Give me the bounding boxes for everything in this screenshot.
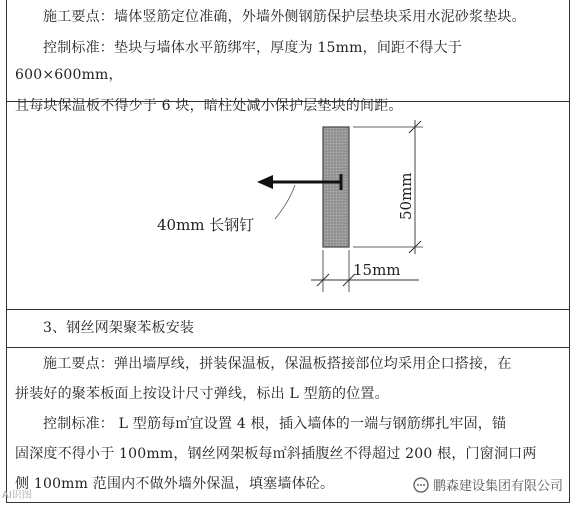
diagram-cell	[7, 101, 569, 309]
construction-line-1: 施工要点：弹出墙厚线，拼装保温板，保温板搭接部位均采用企口搭接，在	[43, 356, 512, 372]
section-heading-row	[7, 309, 569, 347]
nail-arrowhead	[257, 175, 273, 189]
watermark-text: 鹏森建设集团有限公司	[432, 479, 563, 494]
document-table	[6, 0, 570, 503]
section-installation-spacer	[7, 0, 569, 114]
nail-length-label: 40mm 长钢钉	[157, 216, 255, 234]
section-heading: 3、钢丝网架聚苯板安装	[43, 320, 195, 336]
corner-watermark: AI识图	[2, 490, 32, 501]
control-line-2: 固深度不得小于 100mm，钢丝网架板每㎡斜插腹丝不得超过 200 根，门窗洞口两	[15, 446, 537, 462]
company-watermark	[409, 474, 567, 495]
width-label: 15mm	[353, 261, 401, 279]
height-label: 50mm	[397, 172, 415, 220]
control-line-3: 侧 100mm 范围内不做外墙外保温，填塞墙体砼。	[15, 476, 335, 492]
construction-points-text: 施工要点：墙体竖筋定位准确，外墙外侧钢筋保护层垫块采用水泥砂浆垫块。	[43, 9, 526, 25]
control-line-1: 控制标准： L 型筋每㎡宜设置 4 根，插入墙体的一端与钢筋绑扎牢固，锚	[43, 416, 507, 432]
construction-line-2: 拼装好的聚苯板面上按设计尺寸弹线，标出 L 型筋的位置。	[15, 386, 389, 402]
control-standard-line-2: 且每块保温板不得少于 6 块，暗柱处减小保护层垫块的间距。	[15, 98, 403, 114]
insulation-board-block	[323, 127, 349, 247]
chat-bubble-icon	[413, 477, 429, 493]
leader-line	[275, 185, 295, 219]
spacer-nail-diagram	[7, 102, 571, 310]
control-standard-line-1: 控制标准：垫块与墙体水平筋绑牢，厚度为 15mm，间距不得大于 600×600mm，	[15, 40, 463, 83]
